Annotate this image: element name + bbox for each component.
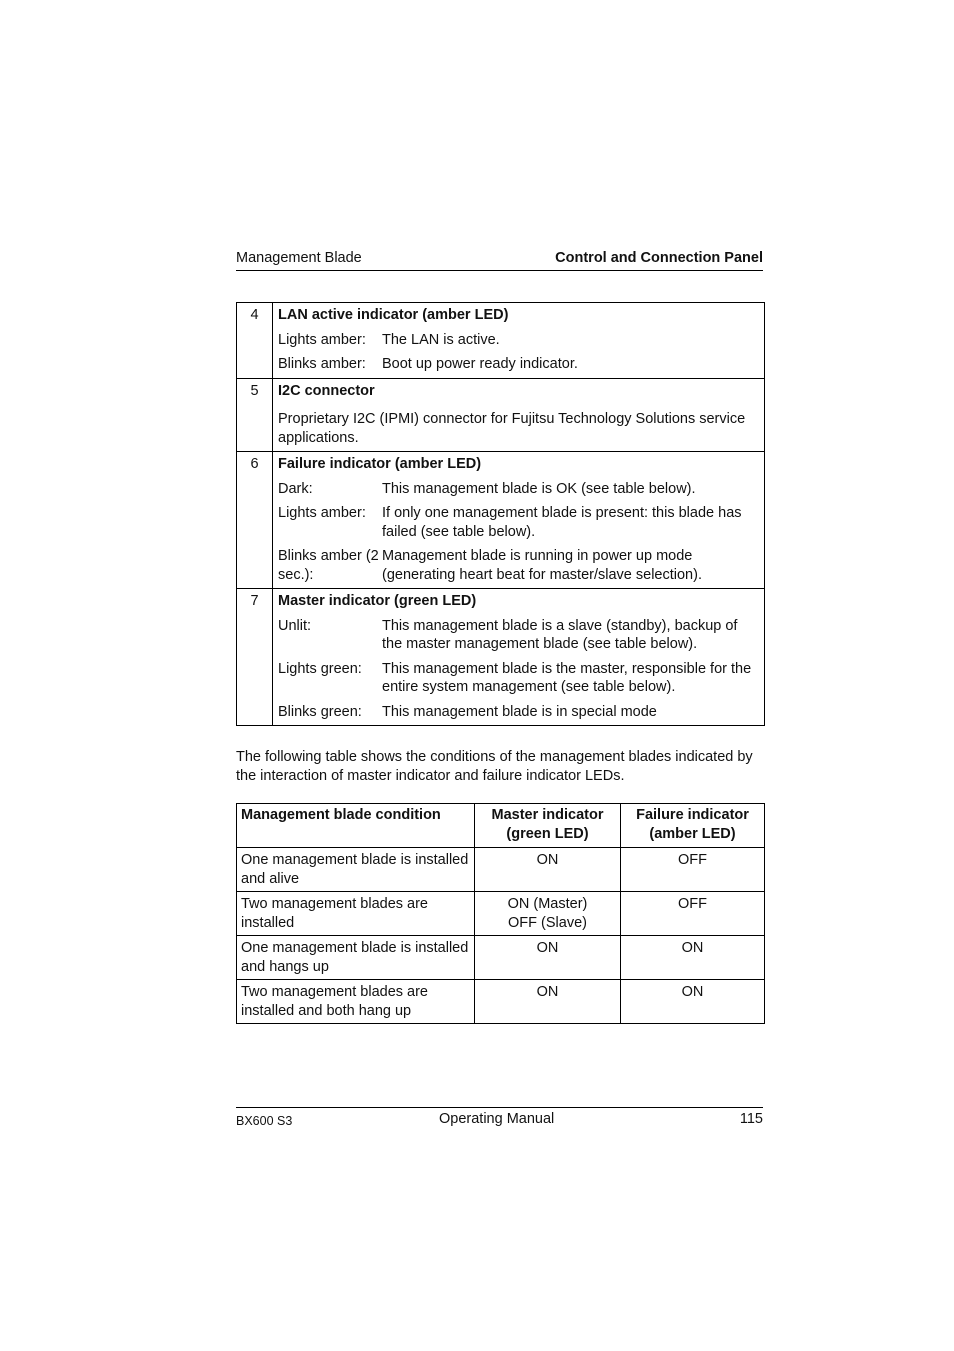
state-row bbox=[278, 703, 758, 722]
item-title: LAN active indicator (amber LED) bbox=[278, 307, 509, 323]
table-cell: OFF bbox=[621, 848, 765, 892]
item-body bbox=[273, 378, 765, 452]
legend-row bbox=[237, 452, 765, 589]
item-body bbox=[273, 589, 765, 726]
state-description: This management blade is OK (see table below). bbox=[382, 480, 696, 497]
state-description: This management blade is a slave (standby), backup of the master management blade (see table below). bbox=[382, 617, 738, 652]
intro-paragraph: The following table shows the conditions of the management blades indicated by the interaction of master indicator and failure indicator LEDs. bbox=[236, 749, 753, 784]
state-description: If only one management blade is present: this blade has failed (see table below). bbox=[382, 505, 742, 540]
column-header: Management blade condition bbox=[237, 804, 475, 848]
table-row bbox=[237, 848, 765, 892]
state-row bbox=[278, 355, 758, 374]
state-label: Lights amber: bbox=[278, 505, 366, 521]
state-label: Blinks amber (2 sec.): bbox=[278, 548, 379, 583]
item-paragraph: Proprietary I2C (IPMI) connector for Fujitsu Technology Solutions service applications. bbox=[278, 411, 746, 446]
state-label: Lights green: bbox=[278, 660, 362, 677]
item-number: 5 bbox=[237, 378, 273, 452]
state-row bbox=[278, 331, 758, 350]
table-cell: ON bbox=[621, 980, 765, 1024]
legend-row bbox=[237, 378, 765, 452]
table-cell: ON bbox=[475, 936, 621, 980]
state-description: This management blade is in special mode bbox=[382, 703, 657, 720]
table-header-row bbox=[237, 804, 765, 848]
table-cell: Two management blades are installed bbox=[237, 892, 475, 936]
table-cell: One management blade is installed and alive bbox=[237, 848, 475, 892]
item-title: Failure indicator (amber LED) bbox=[278, 456, 482, 472]
footer-product: BX600 S3 bbox=[236, 1114, 293, 1128]
state-label: Lights amber: bbox=[278, 331, 366, 348]
item-body bbox=[273, 452, 765, 589]
state-description: Boot up power ready indicator. bbox=[382, 356, 578, 372]
table-cell: One management blade is installed and hangs up bbox=[237, 936, 475, 980]
table-row bbox=[237, 980, 765, 1024]
footer-manual-title: Operating Manual bbox=[439, 1111, 555, 1127]
state-description: This management blade is the master, responsible for the entire system management (see table below). bbox=[382, 660, 752, 695]
column-header: Failure indicator (amber LED) bbox=[621, 804, 765, 848]
running-footer bbox=[236, 1107, 763, 1130]
item-title: Master indicator (green LED) bbox=[278, 593, 477, 609]
table-cell: Two management blades are installed and both hang up bbox=[237, 980, 475, 1024]
running-header bbox=[236, 249, 763, 271]
item-number: 4 bbox=[237, 303, 273, 379]
state-label: Unlit: bbox=[278, 617, 312, 634]
table-cell: ON (Master) OFF (Slave) bbox=[475, 892, 621, 936]
state-row bbox=[278, 617, 758, 654]
page-number: 115 bbox=[739, 1111, 763, 1127]
item-body bbox=[273, 303, 765, 379]
legend-row bbox=[237, 303, 765, 379]
led-condition-table bbox=[236, 803, 765, 1024]
header-section-title: Management Blade bbox=[236, 250, 362, 266]
table-cell: ON bbox=[621, 936, 765, 980]
state-description: The LAN is active. bbox=[382, 331, 500, 348]
table-row bbox=[237, 936, 765, 980]
state-row bbox=[278, 480, 758, 499]
item-number: 6 bbox=[237, 452, 273, 589]
item-number: 7 bbox=[237, 589, 273, 726]
item-title: I2C connector bbox=[278, 382, 375, 399]
table-cell: OFF bbox=[621, 892, 765, 936]
state-row bbox=[278, 660, 758, 697]
state-row bbox=[278, 504, 758, 541]
component-legend-table bbox=[236, 302, 765, 726]
header-chapter-title: Control and Connection Panel bbox=[555, 250, 763, 266]
table-cell: ON bbox=[475, 848, 621, 892]
table-row bbox=[237, 892, 765, 936]
table-cell: ON bbox=[475, 980, 621, 1024]
state-label: Dark: bbox=[278, 480, 313, 497]
column-header: Master indicator (green LED) bbox=[475, 804, 621, 848]
legend-row bbox=[237, 589, 765, 726]
state-label: Blinks green: bbox=[278, 703, 362, 720]
state-label: Blinks amber: bbox=[278, 356, 366, 372]
state-row bbox=[278, 547, 758, 584]
state-description: Management blade is running in power up mode (generating heart beat for master/slave selection). bbox=[382, 548, 702, 583]
